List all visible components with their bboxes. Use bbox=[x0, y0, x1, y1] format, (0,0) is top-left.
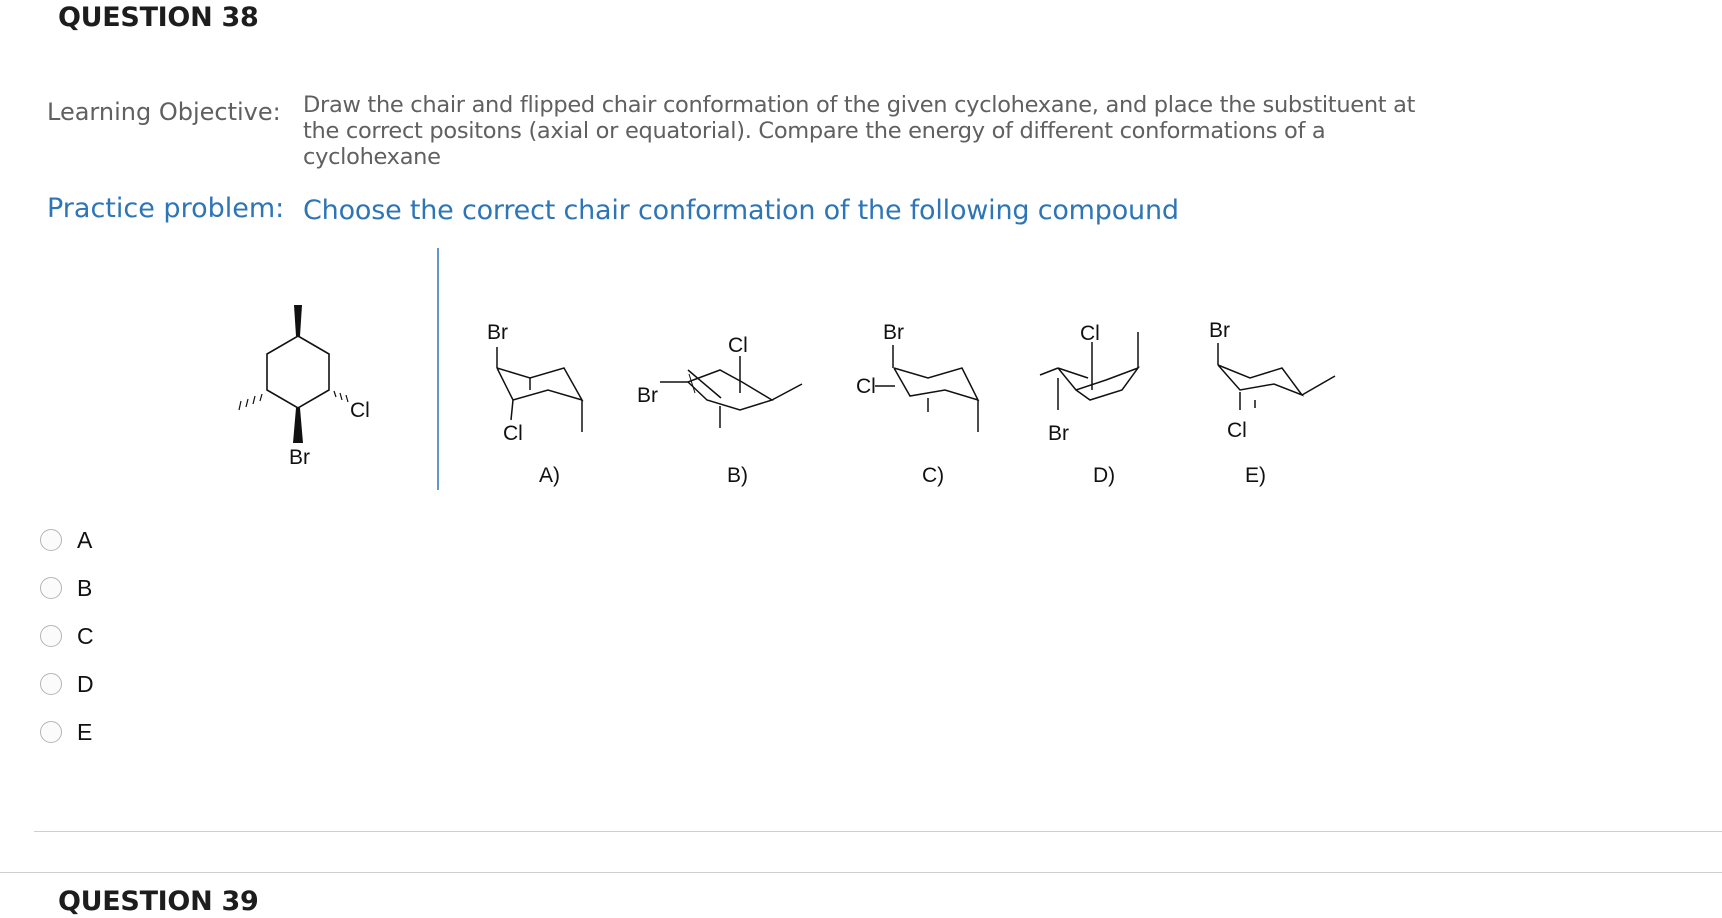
chair-option-b bbox=[660, 356, 802, 428]
choice-d[interactable] bbox=[40, 669, 94, 699]
question-title: QUESTION 38 bbox=[58, 2, 259, 33]
option-c-sub2: Cl bbox=[856, 375, 876, 398]
chair-option-c bbox=[875, 345, 978, 432]
choice-c-label[interactable]: C bbox=[77, 622, 94, 649]
learning-objective-label: Learning Objective: bbox=[47, 98, 281, 126]
chair-option-a bbox=[497, 347, 582, 432]
option-b-sub1: Cl bbox=[728, 334, 748, 357]
option-d-label: D) bbox=[1093, 464, 1116, 487]
choice-a-label[interactable]: A bbox=[77, 526, 93, 553]
choice-a[interactable] bbox=[40, 525, 92, 555]
answer-divider bbox=[34, 831, 1722, 832]
question-divider bbox=[0, 872, 1722, 873]
option-b-label: B) bbox=[727, 464, 748, 487]
radio-c[interactable] bbox=[40, 625, 62, 647]
practice-problem-label: Practice problem: bbox=[47, 193, 285, 224]
next-question-title: QUESTION 39 bbox=[58, 886, 259, 917]
option-d-sub2: Br bbox=[1048, 422, 1069, 445]
radio-e[interactable] bbox=[40, 721, 62, 743]
radio-a[interactable] bbox=[40, 529, 62, 551]
option-c-sub1: Br bbox=[883, 321, 904, 344]
option-e-sub2: Cl bbox=[1227, 419, 1247, 442]
given-bottom-substituent: Br bbox=[289, 446, 310, 469]
option-b-sub2: Br bbox=[637, 384, 658, 407]
learning-objective-text: Draw the chair and flipped chair conformation of the given cyclohexane, and place the substituent at the correct positons (axial or equatorial). Compare the energy of different conformations of a cyclohexane bbox=[303, 92, 1416, 170]
option-a-sub1: Br bbox=[487, 321, 508, 344]
choice-e[interactable] bbox=[40, 717, 92, 747]
choice-d-label[interactable]: D bbox=[77, 670, 94, 697]
choice-e-label[interactable]: E bbox=[77, 718, 93, 745]
option-a-label: A) bbox=[539, 464, 560, 487]
given-right-substituent: Cl bbox=[350, 399, 370, 422]
option-c-label: C) bbox=[922, 464, 945, 487]
given-compound bbox=[239, 305, 348, 443]
choice-b-label[interactable]: B bbox=[77, 574, 93, 601]
option-e-label: E) bbox=[1245, 464, 1266, 487]
radio-b[interactable] bbox=[40, 577, 62, 599]
chair-option-e bbox=[1218, 343, 1335, 410]
choice-c[interactable] bbox=[40, 621, 94, 651]
radio-d[interactable] bbox=[40, 673, 62, 695]
practice-problem-text: Choose the correct chair conformation of the following compound bbox=[303, 195, 1179, 226]
option-a-sub2: Cl bbox=[503, 422, 523, 445]
option-d-sub1: Cl bbox=[1080, 322, 1100, 345]
choice-b[interactable] bbox=[40, 573, 92, 603]
option-e-sub1: Br bbox=[1209, 319, 1230, 342]
